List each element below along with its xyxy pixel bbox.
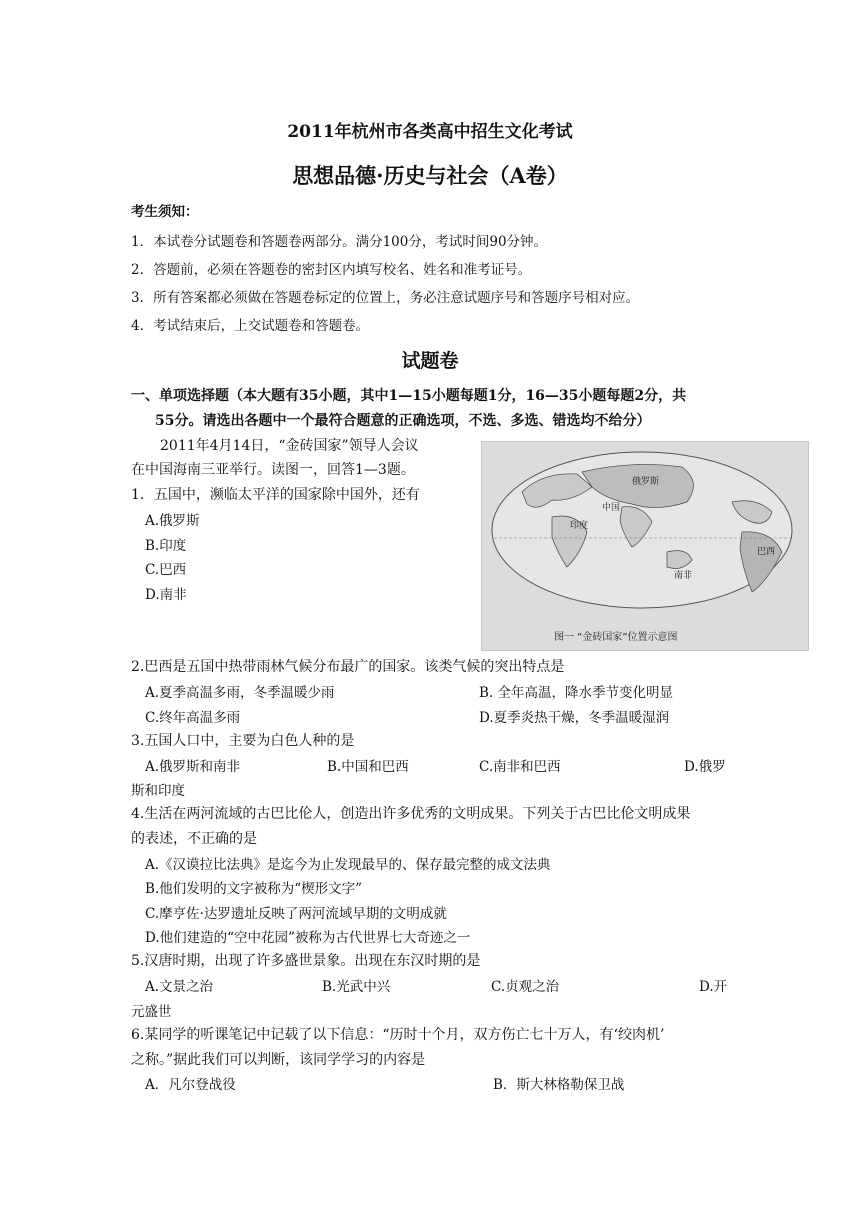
section-heading-cont: 55分。请选出各题中一个最符合题意的正确选项，不选、多选、错选均不给分） xyxy=(155,413,651,429)
q1-option-c[interactable]: C.巴西 xyxy=(145,562,187,578)
map-label-india: 印度 xyxy=(570,521,589,531)
question-2-stem: 2.巴西是五国中热带雨林气候分布最广的国家。该类气候的突出特点是 xyxy=(131,659,565,675)
q4-option-d[interactable]: D.他们建造的“空中花园”被称为古代世界七大奇迹之一 xyxy=(145,930,471,946)
question-6-stem: 6.某同学的听课笔记中记载了以下信息：“历时十个月，双方伤亡七十万人，有‘绞肉机’ xyxy=(131,1027,665,1043)
map-label-south-africa: 南非 xyxy=(674,571,693,581)
question-4-stem-cont: 的表述，不正确的是 xyxy=(131,831,257,847)
q5-option-b[interactable]: B.光武中兴 xyxy=(322,979,391,995)
map-label-russia: 俄罗斯 xyxy=(632,477,660,487)
map-label-brazil: 巴西 xyxy=(757,547,776,557)
notice-heading: 考生须知： xyxy=(131,204,199,220)
notice-item: 1．本试卷分试题卷和答题卷两部分。满分100分，考试时间90分钟。 xyxy=(131,234,548,250)
question-3-stem: 3.五国人口中，主要为白色人种的是 xyxy=(131,733,355,749)
q2-option-a[interactable]: A.夏季高温多雨，冬季温暖少雨 xyxy=(145,685,335,701)
section-heading: 一、单项选择题（本大题有35小题，其中1—15小题每题1分，16—35小题每题2分，共 xyxy=(131,388,687,404)
q3-option-a[interactable]: A.俄罗斯和南非 xyxy=(145,759,241,775)
q2-option-d[interactable]: D.夏季炎热干燥，冬季温暖湿润 xyxy=(479,710,670,726)
notice-item: 2．答题前，必须在答题卷的密封区内填写校名、姓名和准考证号。 xyxy=(131,262,532,278)
q3-option-c[interactable]: C.南非和巴西 xyxy=(479,759,561,775)
question-6-stem-cont: 之称。”据此我们可以判断，该同学学习的内容是 xyxy=(131,1052,426,1068)
q5-option-d[interactable]: D.开 xyxy=(699,979,728,995)
exam-title: 2011年杭州市各类高中招生文化考试 xyxy=(287,122,573,142)
q4-option-a[interactable]: A.《汉谟拉比法典》是迄今为止发现最早的、保存最完整的成文法典 xyxy=(145,857,551,873)
notice-item: 4．考试结束后，上交试题卷和答题卷。 xyxy=(131,318,370,334)
map-caption: 图一 “金砖国家”位置示意图 xyxy=(554,632,678,643)
q1-option-b[interactable]: B.印度 xyxy=(145,538,187,554)
q3-option-d-cont: 斯和印度 xyxy=(131,783,185,799)
intro-text: 2011年4月14日，“金砖国家”领导人会议 xyxy=(160,438,419,454)
exam-subtitle: 思想品德·历史与社会（A卷） xyxy=(292,163,568,188)
q2-option-c[interactable]: C.终年高温多雨 xyxy=(145,710,241,726)
question-5-stem: 5.汉唐时期，出现了许多盛世景象。出现在东汉时期的是 xyxy=(131,953,481,969)
q5-option-a[interactable]: A.文景之治 xyxy=(145,979,214,995)
q5-option-d-cont: 元盛世 xyxy=(131,1004,172,1020)
map-label-china: 中国 xyxy=(602,503,621,513)
q4-option-b[interactable]: B.他们发明的文字被称为“楔形文字” xyxy=(145,881,363,897)
question-1-stem: 1．五国中，濒临太平洋的国家除中国外，还有 xyxy=(131,487,420,503)
question-4-stem: 4.生活在两河流域的古巴比伦人，创造出许多优秀的文明成果。下列关于古巴比伦文明成果 xyxy=(131,806,691,822)
q5-option-c[interactable]: C.贞观之治 xyxy=(491,979,560,995)
brics-map-figure xyxy=(481,441,809,651)
q4-option-c[interactable]: C.摩亨佐·达罗遗址反映了两河流域早期的文明成就 xyxy=(145,906,447,922)
notice-item: 3．所有答案都必须做在答题卷标定的位置上，务必注意试题序号和答题序号相对应。 xyxy=(131,290,640,306)
q2-option-b[interactable]: B. 全年高温，降水季节变化明显 xyxy=(479,685,674,701)
q1-option-a[interactable]: A.俄罗斯 xyxy=(145,513,200,529)
intro-text: 在中国海南三亚举行。读图一，回答1—3题。 xyxy=(131,462,415,478)
q3-option-b[interactable]: B.中国和巴西 xyxy=(327,759,409,775)
q6-option-a[interactable]: A．凡尔登战役 xyxy=(145,1077,236,1093)
q3-option-d[interactable]: D.俄罗 xyxy=(684,759,726,775)
q6-option-b[interactable]: B．斯大林格勒保卫战 xyxy=(493,1077,625,1093)
q1-option-d[interactable]: D.南非 xyxy=(145,587,187,603)
paper-title: 试题卷 xyxy=(401,350,459,372)
world-map-image xyxy=(482,442,808,650)
